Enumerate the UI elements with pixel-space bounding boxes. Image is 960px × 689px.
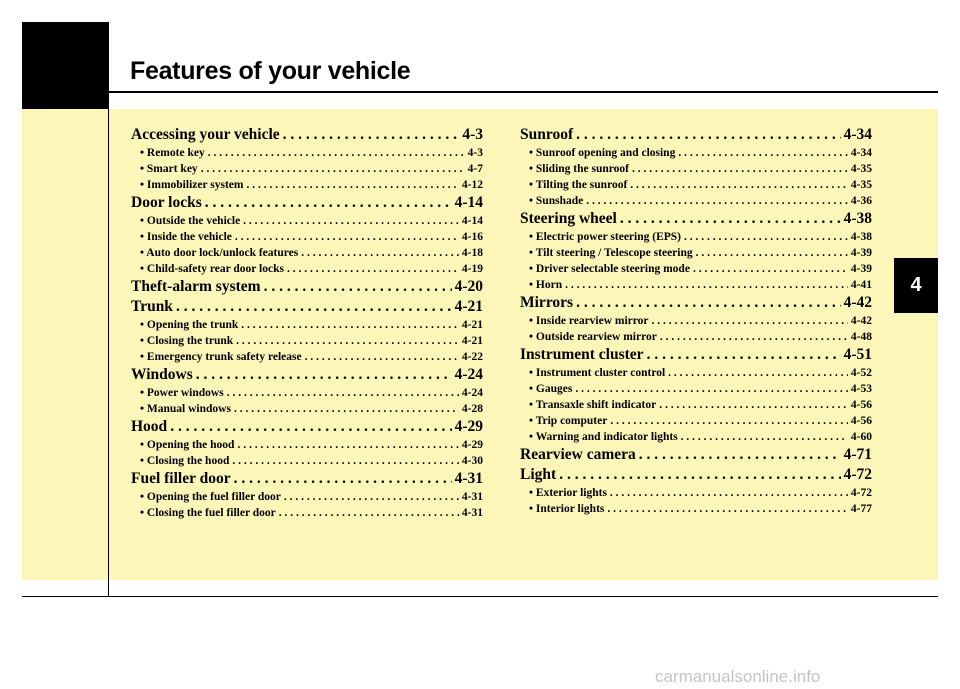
toc-entry-label: • Warning and indicator lights [529, 431, 678, 443]
toc-entry-label: Mirrors [520, 294, 574, 311]
toc-page-number: 4-14 [461, 215, 483, 227]
toc-leader-dots [684, 229, 848, 245]
toc-leader-dots [652, 313, 848, 329]
toc-page-number: 4-48 [850, 331, 872, 343]
toc-subsection-entry[interactable] [520, 177, 872, 193]
toc-section-entry[interactable] [131, 277, 483, 297]
toc-subsection-entry[interactable] [131, 145, 483, 161]
toc-leader-dots [201, 161, 465, 177]
toc-page-number: 4-35 [850, 163, 872, 175]
toc-entry-label: • Sunshade [529, 195, 584, 207]
toc-page-number: 4-56 [850, 399, 872, 411]
toc-subsection-entry[interactable] [520, 261, 872, 277]
toc-page-number: 4-19 [461, 263, 483, 275]
toc-subsection-entry[interactable] [131, 177, 483, 193]
toc-entry-label: Sunroof [520, 126, 574, 143]
toc-leader-dots [170, 417, 451, 437]
toc-entry-label: • Outside the vehicle [140, 215, 241, 227]
toc-entry-label: • Exterior lights [529, 487, 607, 499]
toc-page-number: 4-18 [461, 247, 483, 259]
toc-page-number: 4-30 [461, 455, 483, 467]
toc-page-number: 4-31 [461, 507, 483, 519]
toc-entry-label: • Opening the hood [140, 439, 235, 451]
toc-section-entry[interactable] [131, 365, 483, 385]
toc-leader-dots [234, 469, 452, 489]
toc-entry-label: • Emergency trunk safety release [140, 351, 302, 363]
toc-subsection-entry[interactable] [520, 429, 872, 445]
toc-subsection-entry[interactable] [131, 317, 483, 333]
toc-leader-dots [610, 485, 848, 501]
toc-leader-dots [305, 349, 459, 365]
toc-page-number: 4-16 [461, 231, 483, 243]
toc-leader-dots [283, 125, 460, 145]
toc-entry-label: • Inside the vehicle [140, 231, 232, 243]
toc-entry-label: • Child-safety rear door locks [140, 263, 284, 275]
toc-entry-label: Steering wheel [520, 210, 617, 227]
toc-page-number: 4-3 [462, 126, 483, 143]
toc-leader-dots [681, 429, 848, 445]
toc-leader-dots [576, 125, 840, 145]
toc-entry-label: • Transaxle shift indicator [529, 399, 657, 411]
toc-leader-dots [586, 193, 848, 209]
toc-entry-label: • Opening the fuel filler door [140, 491, 281, 503]
toc-entry-label: • Auto door lock/unlock features [140, 247, 299, 259]
margin-divider [108, 109, 109, 597]
toc-leader-dots [678, 145, 848, 161]
toc-leader-dots [632, 161, 848, 177]
toc-leader-dots [264, 277, 452, 297]
toc-subsection-entry[interactable] [131, 453, 483, 469]
toc-leader-dots [205, 193, 452, 213]
toc-entry-label: • Power windows [140, 387, 224, 399]
toc-entry-label: • Tilting the sunroof [529, 179, 628, 191]
toc-leader-dots [284, 489, 459, 505]
toc-entry-label: Accessing your vehicle [131, 126, 280, 143]
footer-divider [22, 596, 938, 597]
toc-entry-label: • Opening the trunk [140, 319, 239, 331]
toc-leader-dots [234, 401, 459, 417]
toc-entry-label: • Closing the trunk [140, 335, 234, 347]
toc-leader-dots [620, 209, 841, 229]
toc-leader-dots [235, 229, 459, 245]
toc-subsection-entry[interactable] [520, 397, 872, 413]
toc-page-number: 4-21 [461, 335, 483, 347]
toc-leader-dots [575, 381, 848, 397]
toc-leader-dots [639, 445, 841, 465]
toc-subsection-entry[interactable] [520, 485, 872, 501]
toc-entry-label: • Inside rearview mirror [529, 315, 649, 327]
toc-subsection-entry[interactable] [131, 437, 483, 453]
toc-section-entry[interactable] [520, 293, 872, 313]
toc-page-number: 4-39 [850, 263, 872, 275]
toc-leader-dots [246, 177, 458, 193]
toc-leader-dots [279, 505, 459, 521]
toc-subsection-entry[interactable] [131, 349, 483, 365]
toc-entry-label: • Instrument cluster control [529, 367, 666, 379]
toc-subsection-entry[interactable] [131, 385, 483, 401]
toc-subsection-entry[interactable] [131, 161, 483, 177]
toc-entry-label: • Immobilizer system [140, 179, 244, 191]
toc-entry-label: Instrument cluster [520, 346, 644, 363]
toc-leader-dots [208, 145, 465, 161]
toc-entry-label: Windows [131, 366, 193, 383]
toc-left-column [131, 125, 483, 521]
toc-page-number: 4-38 [850, 231, 872, 243]
toc-leader-dots [607, 501, 848, 517]
toc-leader-dots [647, 345, 841, 365]
toc-page-number: 4-34 [850, 147, 872, 159]
toc-leader-dots [301, 245, 459, 261]
toc-entry-label: Light [520, 466, 557, 483]
toc-page-number: 4-72 [843, 466, 872, 483]
toc-entry-label: Door locks [131, 194, 202, 211]
toc-subsection-entry[interactable] [520, 193, 872, 209]
toc-entry-label: • Driver selectable steering mode [529, 263, 690, 275]
toc-leader-dots [630, 177, 848, 193]
toc-leader-dots [660, 329, 848, 345]
toc-page-number: 4-34 [843, 126, 872, 143]
toc-page-number: 4-53 [850, 383, 872, 395]
toc-page-number: 4-39 [850, 247, 872, 259]
toc-leader-dots [243, 213, 459, 229]
toc-leader-dots [232, 453, 459, 469]
toc-entry-label: • Gauges [529, 383, 573, 395]
toc-subsection-entry[interactable] [520, 277, 872, 293]
toc-page-number: 4-41 [850, 279, 872, 291]
toc-page-number: 4-31 [454, 470, 483, 487]
toc-subsection-entry[interactable] [131, 489, 483, 505]
toc-subsection-entry[interactable] [520, 501, 872, 517]
toc-entry-label: • Manual windows [140, 403, 231, 415]
toc-subsection-entry[interactable] [131, 505, 483, 521]
toc-entry-label: • Interior lights [529, 503, 605, 515]
toc-entry-label: Trunk [131, 298, 173, 315]
toc-section-entry[interactable] [520, 445, 872, 465]
toc-leader-dots [693, 261, 848, 277]
toc-section-entry[interactable] [131, 469, 483, 489]
toc-subsection-entry[interactable] [520, 245, 872, 261]
toc-entry-label: Fuel filler door [131, 470, 231, 487]
toc-page-number: 4-28 [461, 403, 483, 415]
toc-subsection-entry[interactable] [520, 161, 872, 177]
toc-leader-dots [237, 437, 458, 453]
toc-entry-label: • Closing the fuel filler door [140, 507, 276, 519]
toc-entry-label: Rearview camera [520, 446, 636, 463]
toc-leader-dots [565, 277, 848, 293]
toc-subsection-entry[interactable] [520, 365, 872, 381]
watermark: carmanualsonline.info [655, 667, 821, 686]
chapter-header-block [22, 22, 109, 109]
toc-page-number: 4-56 [850, 415, 872, 427]
toc-entry-label: • Tilt steering / Telescope steering [529, 247, 693, 259]
toc-page-number: 4-60 [850, 431, 872, 443]
toc-entry-label: • Outside rearview mirror [529, 331, 657, 343]
toc-entry-label: • Trip computer [529, 415, 608, 427]
toc-leader-dots [196, 365, 452, 385]
toc-entry-label: • Closing the hood [140, 455, 230, 467]
page-title: Features of your vehicle [130, 57, 411, 85]
toc-page-number: 4-31 [461, 491, 483, 503]
toc-page-number: 4-51 [843, 346, 872, 363]
toc-subsection-entry[interactable] [131, 245, 483, 261]
toc-section-entry[interactable] [131, 193, 483, 213]
toc-subsection-entry[interactable] [520, 413, 872, 429]
toc-leader-dots [610, 413, 848, 429]
toc-leader-dots [236, 333, 459, 349]
toc-page-number: 4-36 [850, 195, 872, 207]
toc-leader-dots [287, 261, 459, 277]
toc-page-number: 4-77 [850, 503, 872, 515]
toc-entry-label: • Horn [529, 279, 563, 291]
toc-page-number: 4-29 [454, 418, 483, 435]
toc-page-number: 4-42 [850, 315, 872, 327]
toc-page-number: 4-24 [461, 387, 483, 399]
toc-section-entry[interactable] [131, 125, 483, 145]
toc-subsection-entry[interactable] [131, 261, 483, 277]
toc-subsection-entry[interactable] [131, 213, 483, 229]
title-underline [109, 91, 938, 93]
toc-entry-label: • Sliding the sunroof [529, 163, 629, 175]
toc-page-number: 4-20 [454, 278, 483, 295]
toc-page-number: 4-29 [461, 439, 483, 451]
toc-leader-dots [696, 245, 848, 261]
chapter-tab[interactable]: 4 [894, 258, 938, 313]
toc-section-entry[interactable] [131, 417, 483, 437]
toc-subsection-entry[interactable] [520, 381, 872, 397]
toc-page-number: 4-14 [454, 194, 483, 211]
toc-page-number: 4-38 [843, 210, 872, 227]
toc-section-entry[interactable] [520, 345, 872, 365]
toc-leader-dots [241, 317, 459, 333]
toc-page-number: 4-72 [850, 487, 872, 499]
toc-entry-label: Hood [131, 418, 168, 435]
toc-subsection-entry[interactable] [520, 329, 872, 345]
toc-subsection-entry[interactable] [131, 401, 483, 417]
toc-subsection-entry[interactable] [520, 313, 872, 329]
toc-subsection-entry[interactable] [520, 229, 872, 245]
toc-section-entry[interactable] [520, 125, 872, 145]
toc-leader-dots [176, 297, 452, 317]
toc-subsection-entry[interactable] [131, 229, 483, 245]
toc-section-entry[interactable] [520, 209, 872, 229]
toc-right-column [520, 125, 872, 517]
toc-leader-dots [576, 293, 841, 313]
toc-subsection-entry[interactable] [520, 145, 872, 161]
toc-page-number: 4-3 [467, 147, 483, 159]
toc-page-number: 4-24 [454, 366, 483, 383]
toc-entry-label: Theft-alarm system [131, 278, 261, 295]
toc-page-number: 4-21 [461, 319, 483, 331]
toc-entry-label: • Sunroof opening and closing [529, 147, 676, 159]
toc-entry-label: • Electric power steering (EPS) [529, 231, 681, 243]
toc-page-number: 4-12 [461, 179, 483, 191]
toc-subsection-entry[interactable] [131, 333, 483, 349]
toc-entry-label: • Remote key [140, 147, 205, 159]
toc-page-number: 4-21 [454, 298, 483, 315]
toc-page-number: 4-7 [467, 163, 483, 175]
toc-leader-dots [659, 397, 848, 413]
toc-leader-dots [559, 465, 840, 485]
toc-page-number: 4-52 [850, 367, 872, 379]
toc-entry-label: • Smart key [140, 163, 198, 175]
toc-page-number: 4-22 [461, 351, 483, 363]
toc-section-entry[interactable] [520, 465, 872, 485]
toc-page-number: 4-71 [843, 446, 872, 463]
toc-leader-dots [227, 385, 459, 401]
toc-section-entry[interactable] [131, 297, 483, 317]
toc-page-number: 4-42 [843, 294, 872, 311]
toc-page-number: 4-35 [850, 179, 872, 191]
toc-leader-dots [668, 365, 848, 381]
